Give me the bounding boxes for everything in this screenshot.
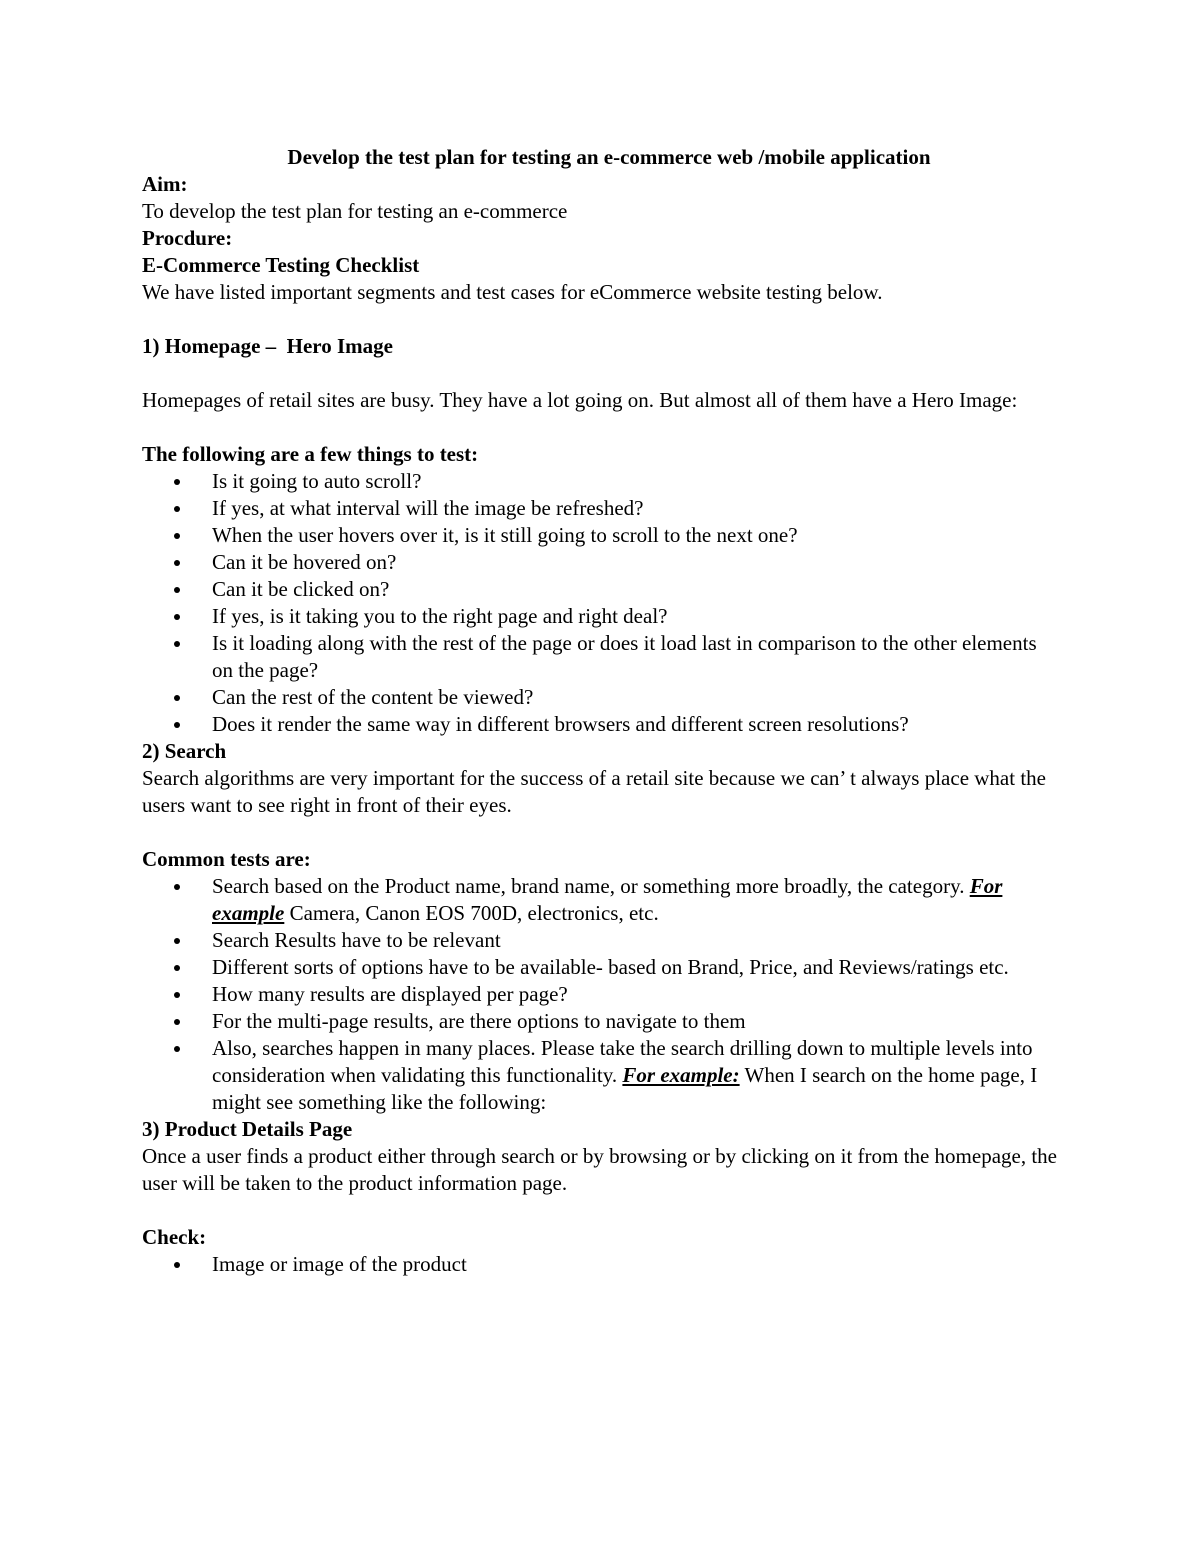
section-2-heading: 2) Search xyxy=(142,739,227,763)
bullet-icon xyxy=(174,506,180,512)
section-1-subheading: The following are a few things to test: xyxy=(142,442,479,466)
bullet-icon xyxy=(174,1262,180,1268)
list-item: If yes, is it taking you to the right page and right deal? xyxy=(142,603,1062,630)
bullet-icon xyxy=(174,1019,180,1025)
list-item: Search based on the Product name, brand name, or something more broadly, the category. For example Camera, Canon EOS 700D, electronics, etc. xyxy=(142,873,1062,927)
list-item: Does it render the same way in different browsers and different screen resolutions? xyxy=(142,711,1062,738)
list-item: How many results are displayed per page? xyxy=(142,981,1062,1008)
document-content xyxy=(142,144,1062,1278)
spacer xyxy=(142,1197,1062,1224)
bullet-icon xyxy=(174,722,180,728)
section-1-paragraph: Homepages of retail sites are busy. They have a lot going on. But almost all of them have a Hero Image: xyxy=(142,388,1018,412)
bullet-icon xyxy=(174,1046,180,1052)
checklist-heading: E-Commerce Testing Checklist xyxy=(142,253,420,277)
spacer xyxy=(142,819,1062,846)
list-item: Image or image of the product xyxy=(142,1251,1062,1278)
bullet-icon xyxy=(174,965,180,971)
list-item: Search Results have to be relevant xyxy=(142,927,1062,954)
bullet-icon xyxy=(174,614,180,620)
section-2-paragraph: Search algorithms are very important for the success of a retail site because we can’ t always place what the users want to see right in front of their eyes. xyxy=(142,766,1046,817)
spacer xyxy=(142,414,1062,441)
list-item: Different sorts of options have to be available- based on Brand, Price, and Reviews/ratings etc. xyxy=(142,954,1062,981)
bullet-icon xyxy=(174,479,180,485)
bullet-icon xyxy=(174,587,180,593)
spacer xyxy=(142,360,1062,387)
list-item: Is it loading along with the rest of the page or does it load last in comparison to the other elements on the page? xyxy=(142,630,1062,684)
list-item: If yes, at what interval will the image be refreshed? xyxy=(142,495,1062,522)
list-item: Is it going to auto scroll? xyxy=(142,468,1062,495)
bullet-icon xyxy=(174,992,180,998)
section-2-subheading: Common tests are: xyxy=(142,847,311,871)
aim-heading: Aim: xyxy=(142,172,188,196)
list-item: Can it be clicked on? xyxy=(142,576,1062,603)
for-example-emphasis: For example: xyxy=(622,1063,740,1087)
list-item: For the multi-page results, are there options to navigate to them xyxy=(142,1008,1062,1035)
document-title: Develop the test plan for testing an e-commerce web /mobile application xyxy=(287,145,931,169)
list-item: Can the rest of the content be viewed? xyxy=(142,684,1062,711)
bullet-icon xyxy=(174,938,180,944)
bullet-icon xyxy=(174,695,180,701)
bullet-icon xyxy=(174,641,180,647)
checklist-intro: We have listed important segments and test cases for eCommerce website testing below. xyxy=(142,280,883,304)
section-1-heading: 1) Homepage – Hero Image xyxy=(142,334,393,358)
list-item: When the user hovers over it, is it still going to scroll to the next one? xyxy=(142,522,1062,549)
list-item: Also, searches happen in many places. Please take the search drilling down to multiple levels into consideration when validating this functionality. For example: When I search on the home page, I might see something like the following: xyxy=(142,1035,1062,1116)
section-3-list xyxy=(142,1251,1062,1278)
section-3-paragraph: Once a user finds a product either through search or by browsing or by clicking on it from the homepage, the user will be taken to the product information page. xyxy=(142,1144,1057,1195)
section-3-subheading: Check: xyxy=(142,1225,207,1249)
bullet-icon xyxy=(174,533,180,539)
bullet-icon xyxy=(174,560,180,566)
bullet-icon xyxy=(174,884,180,890)
section-3-heading: 3) Product Details Page xyxy=(142,1117,353,1141)
procedure-heading: Procdure: xyxy=(142,226,233,250)
list-item: Can it be hovered on? xyxy=(142,549,1062,576)
spacer xyxy=(142,306,1062,333)
section-2-list xyxy=(142,873,1062,1116)
for-example-emphasis: For example xyxy=(212,874,1003,925)
section-1-list xyxy=(142,468,1062,738)
aim-text: To develop the test plan for testing an e-commerce xyxy=(142,199,568,223)
